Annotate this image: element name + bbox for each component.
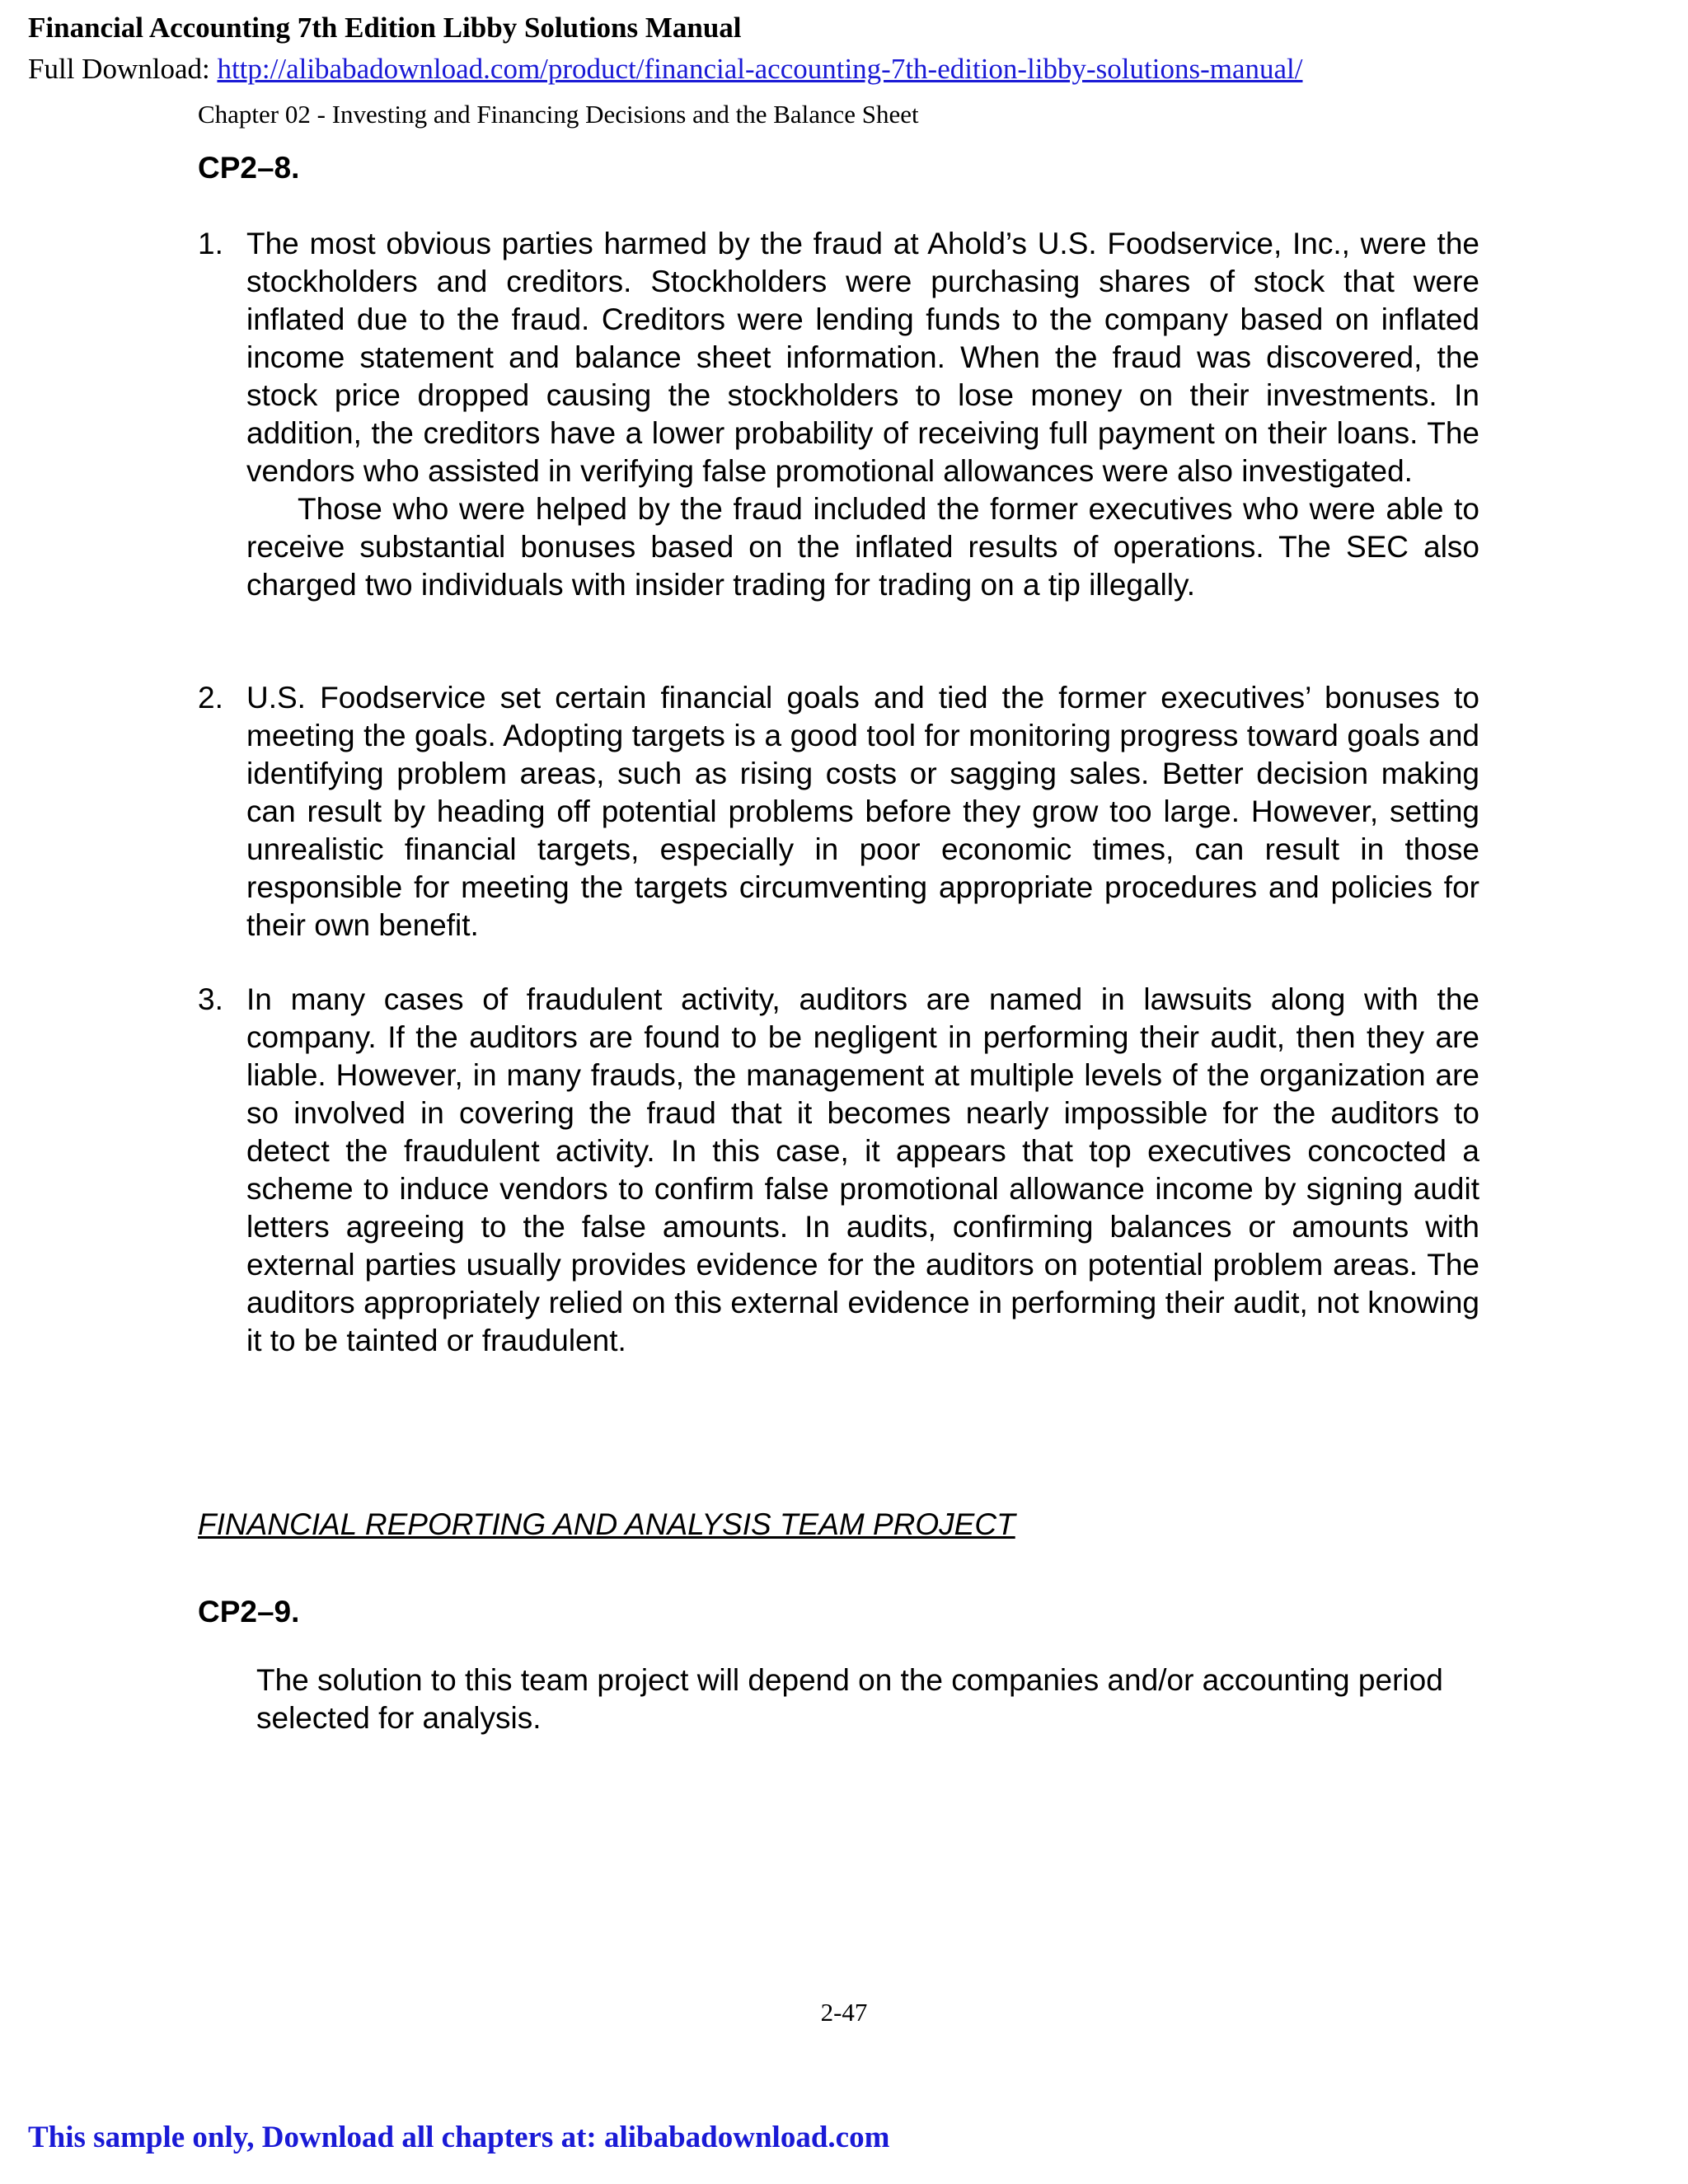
cp2-9-heading: CP2–9. [198,1595,300,1629]
item-number-3: 3. [198,982,223,1016]
item-3-paragraph-1: In many cases of fraudulent activity, auditors are named in lawsuits along with the company. If the auditors are found to be negligent in performing their audit, then they are liable. However, in many frauds, the management at multiple levels of the organization are so involved in covering the fraud that it becomes nearly impossible for the auditors to detect the fraudulent activity. In this case, it appears that top executives concocted a scheme to induce vendors to confirm false promotional allowance income by signing audit letters agreeing to the false amounts. In audits, confirming balances or amounts with external parties usually provides evidence for the auditors on potential problem areas. The auditors appropriately relied on this external evidence in performing their audit, not knowing it to be tainted or fraudulent. [246,982,1479,1357]
download-label: Full Download: [28,53,210,85]
page-number: 2-47 [820,1998,868,2027]
item-2-paragraph-1: U.S. Foodservice set certain financial goals and tied the former executives’ bonuses to meeting the goals. Adopting targets is a good tool for monitoring progress toward goals and identifying problem areas, such as rising costs or sagging sales. Better decision making can result by heading off potential problems before they grow too large. However, setting unrealistic financial targets, especially in poor economic times, can result in those responsible for meeting the targets circumventing appropriate procedures and policies for their own benefit. [246,681,1479,942]
document-title: Financial Accounting 7th Edition Libby Solutions Manual [28,12,742,44]
download-link[interactable]: http://alibabadownload.com/product/financial-accounting-7th-edition-libby-solutions-manual/ [217,53,1303,85]
item-1-paragraph-2: Those who were helped by the fraud included the former executives who were able to receive substantial bonuses based on the inflated results of operations. The SEC also charged two individuals with insider trading for trading on a tip illegally. [246,492,1479,602]
cp2-9-text: The solution to this team project will depend on the companies and/or accounting period selected for analysis. [256,1663,1443,1735]
item-number-1: 1. [198,227,223,260]
download-line [28,53,1302,86]
item-3-body [246,981,1479,1360]
cp2-8-heading: CP2–8. [198,151,300,185]
item-1-paragraph-1: The most obvious parties harmed by the fraud at Ahold’s U.S. Foodservice, Inc., were the stockholders and creditors. Stockholders were purchasing shares of stock that were inflated due to the fraud. Creditors were lending funds to the company based on inflated income statement and balance sheet information. When the fraud was discovered, the stock price dropped causing the stockholders to lose money on their investments. In addition, the creditors have a lower probability of receiving full payment on their loans. The vendors who assisted in verifying false promotional allowances were also investigated. [246,227,1479,488]
item-number-2: 2. [198,681,223,715]
footer-download-banner[interactable]: This sample only, Download all chapters at: alibabadownload.com [28,2121,890,2154]
item-1-body [246,225,1479,604]
chapter-header: Chapter 02 - Investing and Financing Decisions and the Balance Sheet [198,100,919,129]
item-2-body [246,679,1479,944]
team-project-heading: FINANCIAL REPORTING AND ANALYSIS TEAM PROJECT [198,1507,1015,1541]
